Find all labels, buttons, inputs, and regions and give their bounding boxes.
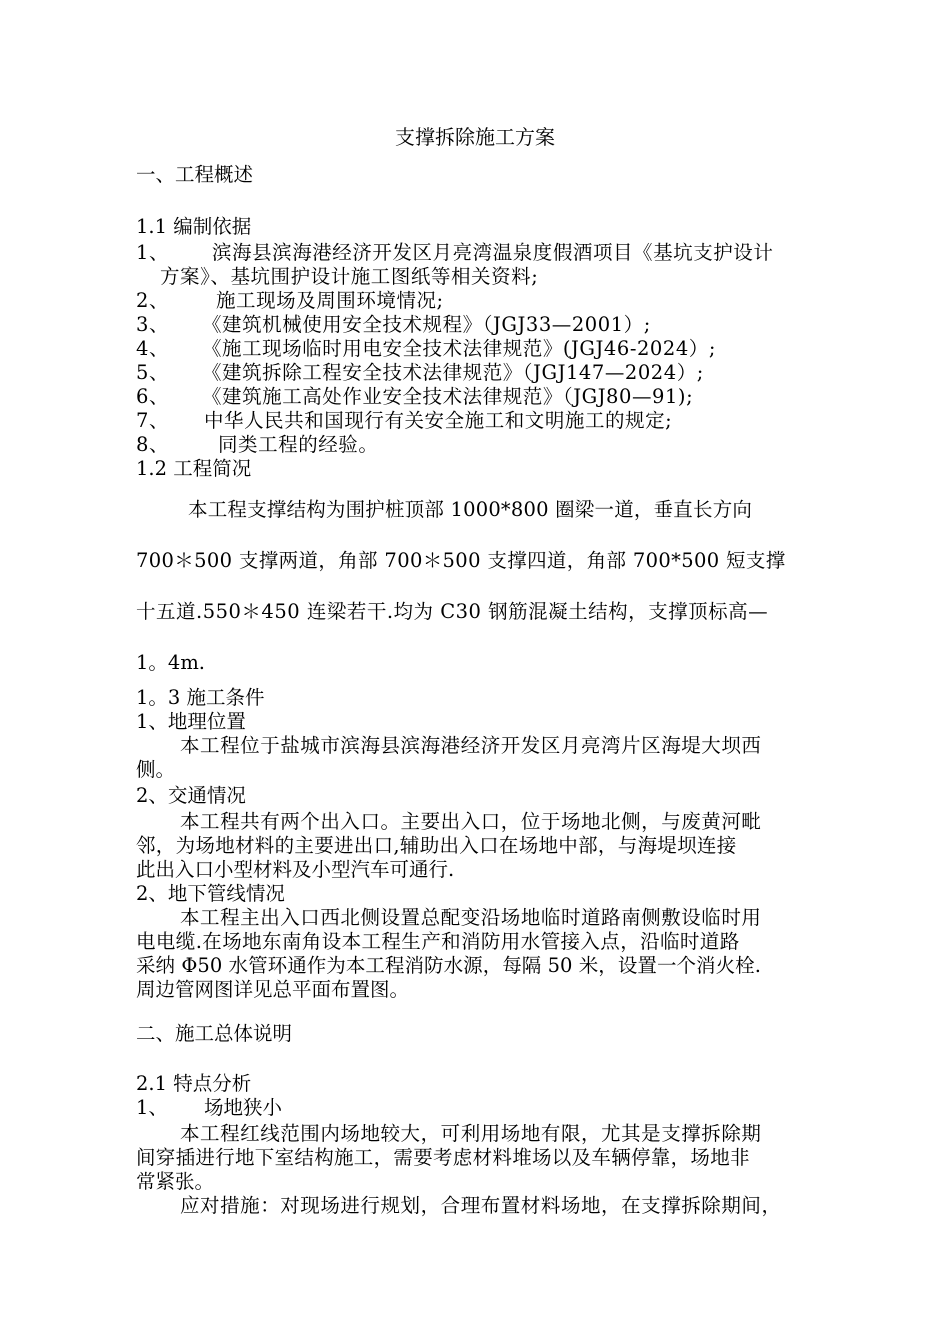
- feature-line-4: 应对措施：对现场进行规划，合理布置材料场地，在支撑拆除期间，: [180, 1194, 782, 1217]
- item-number: 8、: [136, 433, 170, 456]
- item-text: 同类工程的经验。: [218, 433, 379, 456]
- geo-heading: 1、地理位置: [136, 710, 246, 733]
- basis-item-1: [136, 240, 773, 266]
- traffic-heading: 2、交通情况: [136, 784, 246, 807]
- subsection-heading-1-3: 1。3 施工条件: [136, 686, 265, 709]
- subsection-heading-1-1: 1.1 编制依据: [136, 215, 252, 238]
- basis-item-5: [136, 360, 704, 386]
- pipe-line-4: 周边管网图详见总平面布置图。: [136, 978, 410, 1001]
- item-text: 《建筑施工高处作业安全技术法律规范》（JGJ80—91);: [202, 385, 694, 408]
- overview-line-3: 十五道.550＊450 连梁若干.均为 C30 钢筋混凝土结构，支撑顶标高—: [136, 600, 769, 623]
- pipe-heading: 2、地下管线情况: [136, 882, 285, 905]
- feature-line-3: 常紧张。: [136, 1170, 215, 1193]
- item-number: 5、: [136, 361, 170, 384]
- document-title: 支撑拆除施工方案: [395, 125, 555, 149]
- item-number: 7、: [136, 409, 170, 432]
- item-text: 中华人民共和国现行有关安全施工和文明施工的规定;: [204, 409, 673, 432]
- item-number: 1、: [136, 241, 170, 264]
- subsection-heading-1-2: 1.2 工程简况: [136, 457, 252, 480]
- traffic-line-2: 邻，为场地材料的主要进出口,辅助出入口在场地中部，与海堤坝连接: [136, 834, 737, 857]
- item-number: 6、: [136, 385, 170, 408]
- pipe-line-2: 电电缆.在场地东南角设本工程生产和消防用水管接入点，沿临时道路: [136, 930, 740, 953]
- item-text: 《施工现场临时用电安全技术法律规范》(JGJ46-2024）;: [202, 337, 716, 360]
- basis-item-7: [136, 408, 672, 434]
- overview-line-2: 700＊500 支撑两道，角部 700＊500 支撑四道，角部 700*500 短支撑: [136, 549, 786, 572]
- basis-item-2: [136, 288, 444, 314]
- geo-line-2: 侧。: [136, 758, 176, 781]
- section-heading-2: 二、施工总体说明: [136, 1022, 293, 1045]
- pipe-line-3: 采纳 Φ50 水管环通作为本工程消防水源，每隔 50 米，设置一个消火栓.: [136, 954, 761, 977]
- feature-heading: [136, 1095, 282, 1121]
- item-number: 4、: [136, 337, 170, 360]
- basis-item-8: [136, 432, 378, 458]
- subsection-heading-2-1: 2.1 特点分析: [136, 1072, 252, 1095]
- item-number: 1、: [136, 1096, 168, 1119]
- basis-item-3: [136, 312, 651, 338]
- geo-line-1: 本工程位于盐城市滨海县滨海港经济开发区月亮湾片区海堤大坝西: [180, 734, 762, 757]
- basis-item-4: [136, 336, 716, 362]
- feature-line-1: 本工程红线范围内场地较大，可利用场地有限，尤其是支撑拆除期: [180, 1122, 762, 1145]
- item-text: 施工现场及周围环境情况;: [216, 289, 444, 312]
- overview-line-1: 本工程支撑结构为围护桩顶部 1000*800 圈梁一道，垂直长方向: [188, 498, 753, 521]
- item-text: 方案》、基坑围护设计施工图纸等相关资料;: [160, 265, 539, 288]
- feature-line-2: 间穿插进行地下室结构施工，需要考虑材料堆场以及车辆停靠，场地非: [136, 1146, 750, 1169]
- item-number: 3、: [136, 313, 170, 336]
- traffic-line-3: 此出入口小型材料及小型汽车可通行.: [136, 858, 455, 881]
- section-heading-1: 一、工程概述: [136, 163, 254, 186]
- basis-item-1-cont: [160, 264, 538, 290]
- item-text: 《建筑拆除工程安全技术法律规范》（JGJ147—2024）;: [202, 361, 704, 384]
- traffic-line-1: 本工程共有两个出入口。主要出入口，位于场地北侧，与废黄河毗: [180, 810, 762, 833]
- pipe-line-1: 本工程主出入口西北侧设置总配变沿场地临时道路南侧敷设临时用: [180, 906, 762, 929]
- item-text: 滨海县滨海港经济开发区月亮湾温泉度假酒项目《基坑支护设计: [212, 241, 774, 264]
- basis-item-6: [136, 384, 693, 410]
- item-text: 场地狭小: [204, 1096, 283, 1119]
- item-text: 《建筑机械使用安全技术规程》（JGJ33—2001）;: [202, 313, 651, 336]
- item-number: 2、: [136, 289, 170, 312]
- overview-line-4: 1。4m.: [136, 651, 206, 674]
